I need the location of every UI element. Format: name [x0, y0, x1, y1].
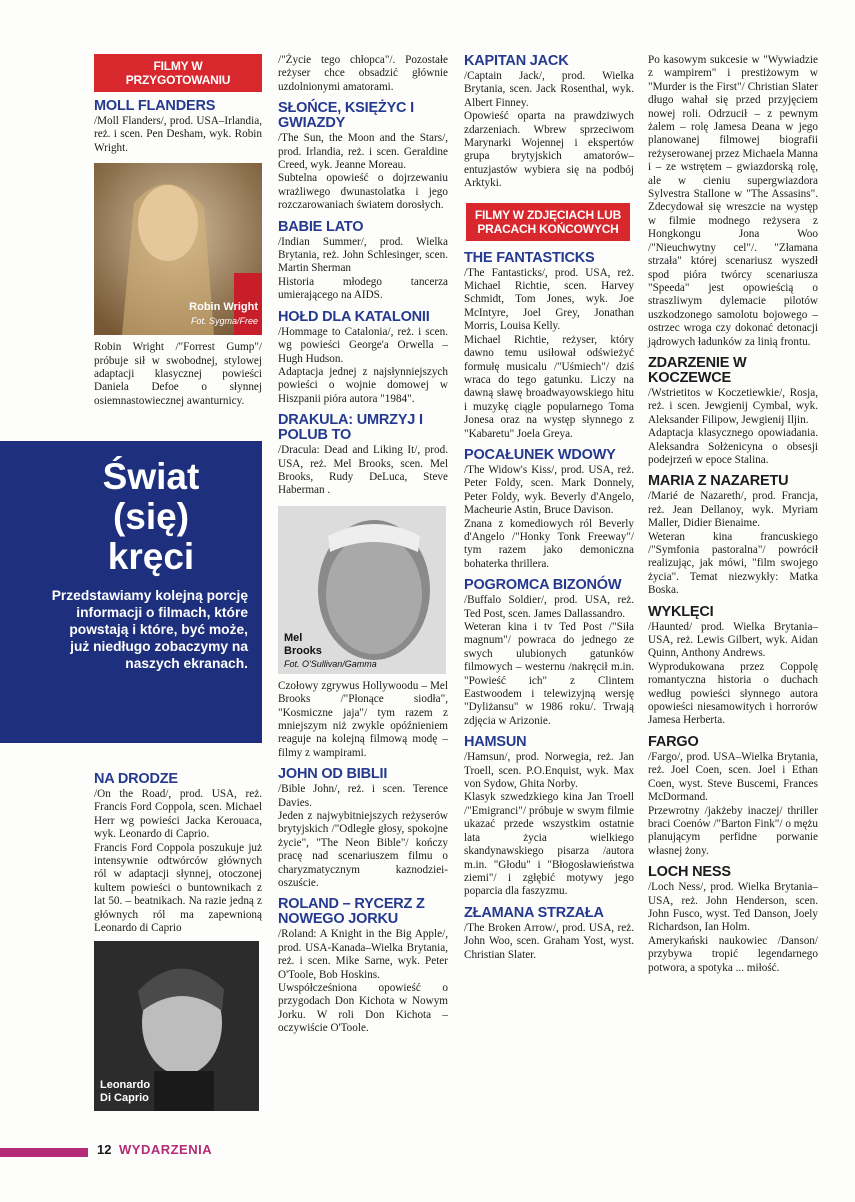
article-title: WYKLĘCI: [648, 603, 714, 620]
article-credits: /The Broken Arrow/, prod. USA, reż. John Woo, scen. Graham Yost, wyst. Christian Slater.: [464, 921, 634, 961]
photo-credit: Fot. Sygma/Free: [190, 316, 258, 327]
background-watermark: [28, 62, 44, 108]
article-title: POCAŁUNEK WDOWY: [464, 446, 616, 463]
article-body: Historia młodego tancerza umierającego na AIDS.: [278, 275, 448, 302]
article-title: HAMSUN: [464, 734, 527, 751]
section-box-in-prep: FILMY W PRZYGOTOWANIU: [94, 54, 262, 92]
article-title: BABIE LATO: [278, 218, 364, 235]
article-credits: /Dracula: Dead and Liking It/, prod. USA, reż. Mel Brooks, scen. Mel Brooks, Rudy DeLuca, Steve Haberman .: [278, 444, 448, 497]
photo-caption: Robin Wright: [189, 301, 258, 314]
article-credits: /Haunted/ prod. Wielka Brytania–USA, reż. Lewis Gilbert, wyk. Aidan Quinn, Anthony Andrews.: [648, 620, 818, 660]
feature-title-line: Świat: [102, 456, 200, 497]
article-body: Przewrotny /jakżeby inaczej/ thriller braci Coenów /"Barton Fink"/ o mężu planującym perfidne porwanie własnej żony.: [648, 804, 818, 857]
article-body: Uwspółcześniona opowieść o przygodach Don Kichota w Nowym Jorku. W roli Don Kichota – oczywiście O'Toole.: [278, 982, 448, 1035]
article-title: POGROMCA BIZONÓW: [464, 577, 622, 594]
article-title: KAPITAN JACK: [464, 53, 569, 69]
article-body: Jeden z najwybitniejszych reżyserów brytyjskich /"Odległe głosy, spokojne życie", "The Neon Bible"/ kończy pracę nad scenariuszem filmu o charyzmatycznym kaznodziei-oszuście.: [278, 810, 448, 890]
article-credits: /Buffalo Soldier/, prod. USA, reż. Ted Post, scen. James Dallassandro.: [464, 594, 634, 620]
article-title: DRAKULA: UMRZYJ I POLUB TO: [278, 412, 423, 444]
photo-robin-wright: [94, 163, 262, 335]
article-credits: /Hamsun/, prod. Norwegia, reż. Jan Troell, scen. P.O.Enquist, wyk. Max von Sydow, Ghita Norby.: [464, 751, 634, 791]
article-body: Francis Ford Coppola poszukuje już intensywnie odtwórców głównych ról w adaptacji słynnej, otoczonej kultem powieści o buntownikach z lat 50. – beatnikach. Na razie jedną z głównych ról ma zapewnioną Leonardo di Caprio: [94, 841, 262, 935]
feature-intro-panel: [0, 441, 262, 743]
article-title: LOCH NESS: [648, 864, 731, 881]
page-footer: [0, 1142, 240, 1162]
article-title: HOŁD DLA KATALONII: [278, 308, 430, 325]
article-body: Adaptacja klasycznego opowiadania. Aleksandra Sołżenicyna o obsesji podejrzeń w epoce Stalina.: [648, 427, 818, 466]
article-body: Opowieść oparta na prawdziwych zdarzeniach. Wbrew sprzeciwom Marynarki Wojennej i ekspertów grupa brytyjskich amatorów–entuzjastów wybiera się na podbój Arktyki.: [464, 110, 634, 190]
article-title: NA DRODZE: [94, 771, 178, 787]
article-credits: /The Widow's Kiss/, prod. USA, reż. Peter Foldy, scen. Mark Donnely, Peter Foldy, wyk. Beverly d'Angelo, Macheurie Astin, Bruce Davison.: [464, 463, 634, 517]
article-title: MOLL FLANDERS: [94, 98, 216, 114]
article-body: Weteran kina i tv Ted Post /"Siła magnum"/ powraca do jednego ze swych ulubionych gatunków filmowych – westernu /nakręcił m.in. "Powieść ich" z Clintem Eastwoodem i telewizyjną wersję "Dyliżansu" w 1986 roku/. Trwają zdjęcia w Arizonie.: [464, 621, 634, 727]
photo-caption: Di Caprio: [100, 1092, 149, 1105]
article-credits: /On the Road/, prod. USA, reż. Francis Ford Coppola, scen. Michael Herr wg powieści Jacka Kerouaca, wyk. Leonardo di Caprio.: [94, 788, 262, 841]
article-body: Michael Richtie, reżyser, który dawno temu usiłował odświeżyć formułę musicalu /"Uśmiech"/ dziś wraca do tego gatunku. Liczy na dawną sławę broadwayowskiego hitu i muzykę ciągle popularnego Toma Jonesa oraz na występ słynnego z "Kabaretu" Joela Greya.: [464, 333, 634, 440]
article-credits: /Marié de Nazareth/, prod. Francja, reż. Jean Dellanoy, wyk. Myriam Maller, Didier Bienaime.: [648, 490, 818, 530]
article-body: Adaptacja jednej z najsłynniejszych powieści o wojnie domowej w Hiszpanii pióra autora "1984".: [278, 365, 448, 405]
article-title: MARIA Z NAZARETU: [648, 473, 789, 490]
article-credits: /Roland: A Knight in the Big Apple/, prod. USA-Kanada–Wielka Brytania, reż. i scen. Mike Sarne, wyk. Peter O'Toole, Bob Hoskins.: [278, 928, 448, 981]
column-1: [94, 54, 262, 408]
article-credits: /Captain Jack/, prod. Wielka Brytania, scen. Jack Rosenthal, wyk. Albert Finney.: [464, 70, 634, 109]
article-credits: /Indian Summer/, prod. Wielka Brytania, reż. John Schlesinger, scen. Martin Sherman: [278, 235, 448, 275]
article-credits: /The Sun, the Moon and the Stars/, prod. Irlandia, reż. i scen. Geraldine Creed, wyk. Jeanne Moreau.: [278, 132, 448, 172]
article-body: Po kasowym sukcesie w "Wywiadzie z wampirem" i prestiżowym w "Murder is the First"/ Christian Slater długo wahał się przed przyjęciem nowej roli. Odrzucił – z pewnym żalem – rolę Jamesa Deana w jego planowanej filmowej biografii reżyserowanej przez Michaela Manna i – ze wstrętem – gwiazdorską rolę, ale w cieniu supergwiazdora Sylvestra Stallone w "The Assasins". Zdecydował się wreszcie na występ w filmie modnego reżysera z Hongkongu Jona Woo /"Nieuchwytny cel"/. "Złamana strzała" której scenariusz wyszedł spod pióra twórcy scenariusza "Speeda" jest opowieścią o straszliwym dylemacie pilotów uszkodzonego samolotu bojowego – ostrzec wroga czy dokonać detonacji jądrowych ładunków za linią frontu.: [648, 54, 818, 348]
article-credits: /Hommage to Catalonia/, reż. i scen. wg powieści George'a Orwella – Hugh Hudson.: [278, 325, 448, 365]
feature-title-line: (się): [112, 496, 190, 537]
column-1-lower: [94, 772, 262, 1117]
article-body: Czołowy zgrywus Hollywoodu – Mel Brooks /"Płonące siodła", "Kosmiczne jaja"/ tym razem z mniejszym niż zwykle opóźnieniem reaguje na kolejną filmową modę – filmy z wampirami.: [278, 679, 448, 759]
article-credits: /The Fantasticks/, prod. USA, reż. Michael Richtie, scen. Harvey Schmidt, Tom Jones, wyk. Joe McIntyre, Joel Grey, Jonathan Morris, Louisa Kelly.: [464, 266, 634, 333]
feature-lead: Przedstawiamy kolejną porcję informacji o filmach, które powstają i które, być może, już niedługo zobaczymy na naszych ekranach.: [51, 588, 248, 671]
article-body: Znana z komediowych ról Beverly d'Angelo /"Honky Tonk Freeway"/ tym razem jako demoniczna bohaterka thrillera.: [464, 517, 634, 570]
photo-credit: Fot. O'Sullivan/Gamma: [284, 658, 377, 669]
article-title: JOHN OD BIBLII: [278, 766, 388, 783]
column-2: [278, 54, 448, 1036]
photo-caption: Brooks: [284, 644, 322, 657]
footer-accent-bar: [0, 1148, 88, 1157]
column-3: [464, 54, 634, 962]
section-box-in-production: FILMY W ZDJĘCIACH LUB PRACACH KOŃCOWYCH: [466, 203, 630, 241]
article-credits: /Fargo/, prod. USA–Wielka Brytania, reż. Joel Coen, scen. Joel i Ethan Coen, wyst. Steve Buscemi, Frances McDormand.: [648, 750, 818, 804]
article-body: Amerykański naukowiec /Danson/ przybywa tropić legendarnego potwora, a spotyka ... miłość.: [648, 934, 818, 974]
section-name: WYDARZENIA: [119, 1142, 213, 1157]
article-body: /"Życie tego chłopca"/. Pozostałe reżyser chce obsadzić głównie uzdolnionymi amatorami.: [278, 54, 448, 93]
article-title: ROLAND – RYCERZ Z NOWEGO JORKU: [278, 896, 425, 928]
photo-caption: Leonardo: [100, 1079, 151, 1092]
article-credits: /Bible John/, reż. i scen. Terence Davies.: [278, 783, 448, 809]
photo-leonardo-di-caprio: [94, 941, 259, 1111]
photo-mel-brooks: [278, 506, 446, 674]
article-credits: /Loch Ness/, prod. Wielka Brytania–USA, reż. John Henderson, scen. John Fusco, wyst. Ted Danson, Joely Richardson, Ian Holm.: [648, 881, 818, 934]
article-body: Robin Wright /"Forrest Gump"/ próbuje sił w swobodnej, stylowej adaptacji klasycznej powieści Daniela Defoe o słynnej osiemnastowiecznej awanturnicy.: [94, 341, 262, 407]
article-body: Wyprodukowana przez Coppolę romantyczna historia o duchach według powieści słynnego autora opowieści niesamowitych i horrorów Jamesa Herberta.: [648, 660, 818, 727]
article-title: SŁOŃCE, KSIĘŻYC I GWIAZDY: [278, 100, 414, 132]
article-title: ZDARZENIE W KOCZEWCE: [648, 354, 747, 386]
article-credits: /Wstrietitos w Koczetiewkie/, Rosja, reż. i scen. Jewgienij Cymbal, wyk. Aleksander Filipow, Jewgienij Iljin.: [648, 386, 818, 426]
article-body: Subtelna opowieść o dojrzewaniu wrażliwego dwunastolatka i jego rozczarowaniach światem dorosłych.: [278, 172, 448, 212]
photo-caption: Mel: [284, 631, 303, 644]
article-body: Weteran kina francuskiego /"Symfonia pastoralna"/ powrócił realizując, jak mówi, "film swojego życia". Temat niezwykły: Matka Boska.: [648, 530, 818, 597]
feature-title-line: kręci: [107, 536, 195, 577]
article-title: THE FANTASTICKS: [464, 249, 595, 266]
article-credits: /Moll Flanders/, prod. USA–Irlandia, reż. i scen. Pen Desham, wyk. Robin Wright.: [94, 115, 262, 154]
article-body: Klasyk szwedzkiego kina Jan Troell /"Emigranci"/ próbuje w swym filmie ukazać przede wszystkim ostatnie lata życia wielkiego skandynawskiego pisarza /autora m.in. "Głodu" i "Błogosławieństwa ziemi"/ i zgłębić motywy jego poparcia dla faszyzmu.: [464, 791, 634, 898]
article-title: ZŁAMANA STRZAŁA: [464, 904, 604, 921]
page-number: 12: [97, 1142, 112, 1157]
article-title: FARGO: [648, 733, 699, 750]
column-4: [648, 54, 818, 975]
